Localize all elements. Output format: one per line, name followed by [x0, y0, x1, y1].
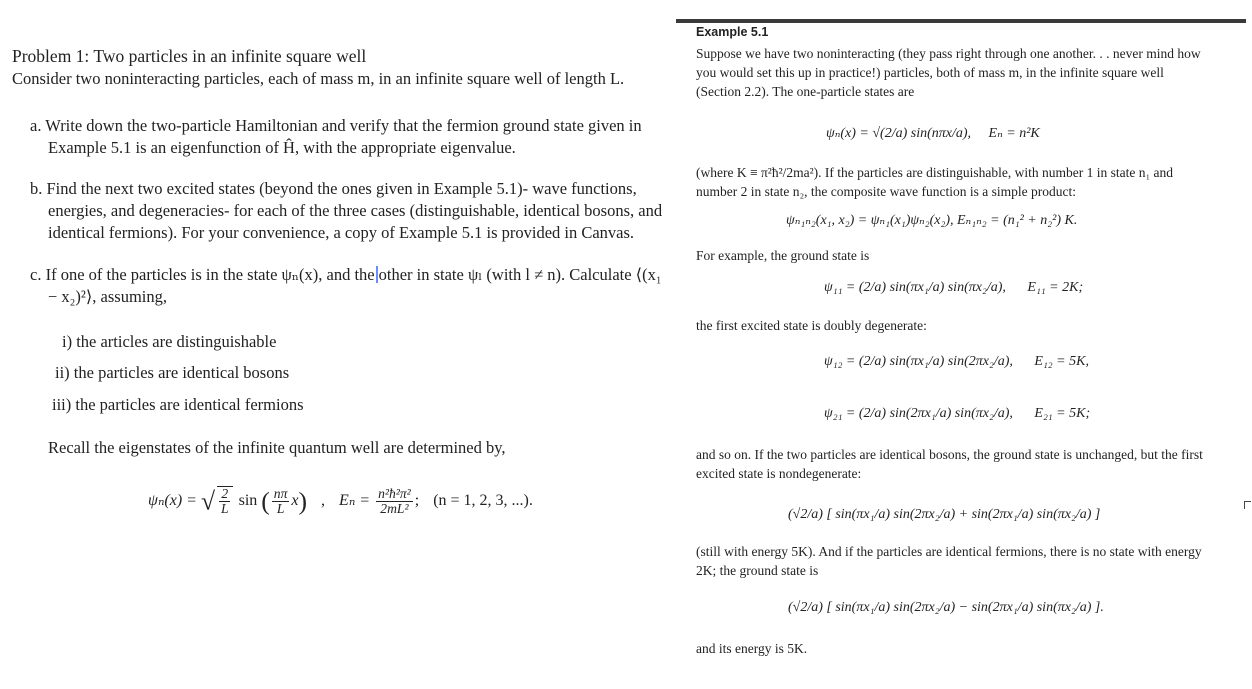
- example-paragraph: the first excited state is doubly degenerate:: [696, 318, 927, 333]
- part-a: a. Write down the two-particle Hamiltonian and verify that the fermion ground state given in Example 5.1 is an eigenfunction of Ĥ, with the appropriate eigenvalue.: [30, 116, 642, 157]
- text-cursor: [376, 266, 378, 283]
- part-c: [30, 264, 673, 308]
- equation: ψ₂₁ = (2/a) sin(2πx₁/a) sin(πx₂/a), E₂₁ = 5K;: [824, 406, 1091, 421]
- example-title: Example 5.1: [696, 25, 769, 39]
- example-paragraph: and its energy is 5K.: [696, 641, 808, 656]
- example-paragraph: and so on. If the two particles are identical bosons, the ground state is unchanged, but the first excited state is nondegenerate:: [696, 447, 1203, 481]
- part-b: b. Find the next two excited states (beyond the ones given in Example 5.1)- wave functions, energies, and degeneracies- for each of the three cases (distinguishable, identical bosons, and identical fermions). For your convenience, a copy of Example 5.1 is provided in Canvas.: [30, 179, 663, 242]
- sqrt-fraction: $\frac{2}{L}$: [217, 486, 233, 517]
- part-c-text-2: other in state ψₗ (with l ≠ n). Calculate ⟨(x₁ − x₂)²⟩, assuming,: [48, 265, 662, 306]
- sin-argument: $\frac{n\pi}{L}$: [273, 485, 288, 516]
- example-paragraph: Suppose we have two noninteracting (they pass right through one another. . . never mind how you would set this up in practice!) particles, both of mass m, in the infinite square well (Section 2.2). The one-particle states are: [696, 46, 1201, 99]
- recall-text: Recall the eigenstates of the infinite quantum well are determined by,: [48, 438, 506, 457]
- energy-lhs: Eₙ =: [339, 491, 371, 509]
- equation: ψₙ(x) = √(2/a) sin(nπx/a), Eₙ = n²K: [826, 126, 1040, 141]
- energy-fraction: $\frac{\text{n²ħ²π²}}{\text{2mL²}}$: [378, 485, 411, 516]
- equation: ψ₁₁ = (2/a) sin(πx₁/a) sin(πx₂/a), E₁₁ = 2K;: [824, 280, 1084, 295]
- part-c-text-1: c. If one of the particles is in the state ψₙ(x), and the: [30, 265, 375, 284]
- list-item: ii) the particles are identical bosons: [55, 363, 290, 382]
- list-item: i) the articles are distinguishable: [62, 332, 277, 351]
- equation: ψ₁₂ = (2/a) sin(πx₁/a) sin(2πx₂/a), E₁₂ = 5K,: [824, 354, 1089, 369]
- n-range: (n = 1, 2, 3, ...).: [433, 491, 533, 509]
- example-paragraph: For example, the ground state is: [696, 248, 870, 263]
- problem-intro: Consider two noninteracting particles, each of mass m, in an infinite square well of length L.: [12, 69, 625, 88]
- example-paragraph: (where K ≡ π²ħ²/2ma²). If the particles are distinguishable, with number 1 in state n₁ and number 2 in state n₂, the composite wave function is a simple product:: [696, 165, 1174, 199]
- psi-lhs: ψₙ(x) =: [148, 491, 197, 509]
- equation: (√2/a) [ sin(πx₁/a) sin(2πx₂/a) + sin(2πx₁/a) sin(πx₂/a) ]: [788, 507, 1101, 522]
- example-top-rule: [676, 19, 1246, 23]
- problem-title: Problem 1: Two particles in an infinite square well: [12, 46, 367, 66]
- eigenstate-formula: ψₙ(x) = √ $\frac{2}{L}$ sin ( $\frac{n\pi}{L}$ x) , Eₙ = $\frac{\text{n²ħ²π²}}{\text{2mL²}}$ ; (n = 1, 2, 3, ...).: [148, 485, 533, 517]
- example-panel: [676, 0, 1221, 689]
- edge-mark: [1244, 501, 1251, 509]
- equation: ψₙ₁ₙ₂(x₁, x₂) = ψₙ₁(x₁)ψₙ₂(x₂), Eₙ₁ₙ₂ = (n₁² + n₂²) K.: [786, 213, 1078, 228]
- equation: (√2/a) [ sin(πx₁/a) sin(2πx₂/a) − sin(2πx₁/a) sin(πx₂/a) ].: [788, 600, 1104, 615]
- sqrt-symbol: √: [200, 486, 216, 516]
- example-paragraph: (still with energy 5K). And if the particles are identical fermions, there is no state with energy 2K; the ground state is: [696, 544, 1202, 578]
- list-item: iii) the particles are identical fermions: [52, 395, 304, 414]
